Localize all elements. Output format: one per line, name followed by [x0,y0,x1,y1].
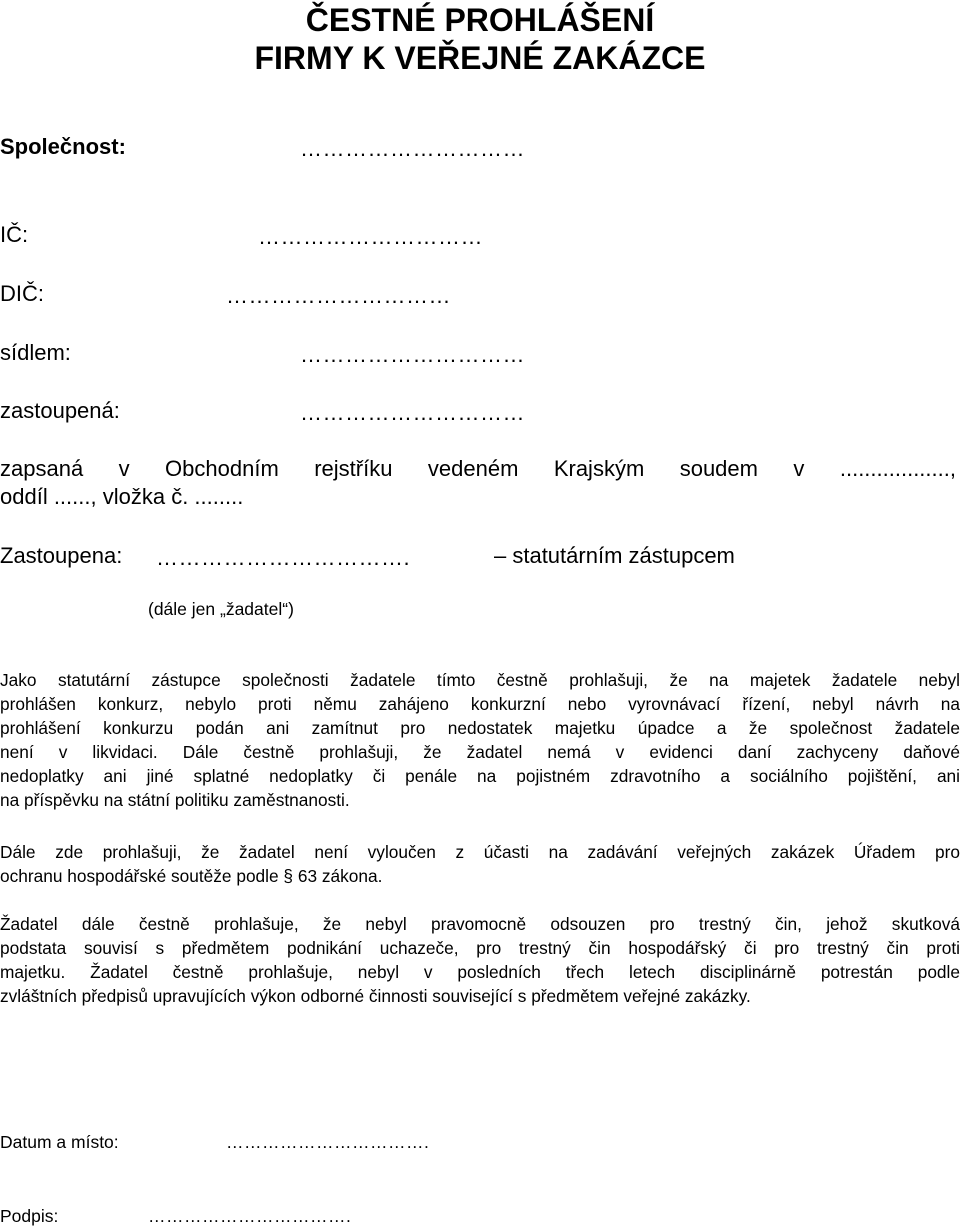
paragraph-line: prohlášen konkurz, nebylo proti němu zahájeno konkurzní nebo vyrovnávací řízení, nebyl návrh na [0,694,960,714]
represented-label: zastoupená: [0,398,120,423]
ic-label: IČ: [0,222,29,247]
applicant-note: (dále jen „žadatel“) [148,599,294,619]
document-title-line-2: FIRMY K VEŘEJNÉ ZAKÁZCE [254,40,706,76]
paragraph-line: na příspěvku na státní politiku zaměstnanosti. [0,790,350,810]
paragraph-line: prohlášení konkurzu podán ani zamítnut pro nedostatek majetku úpadce a že společnost žadatele [0,718,960,738]
registry-block [0,455,956,511]
registry-line: zapsaná v Obchodním rejstříku vedeném Krajským soudem v .................., [0,456,956,481]
date-place-field[interactable]: ……………………………. [226,1132,430,1152]
paragraph-line: Jako statutární zástupce společnosti žadatele tímto čestně prohlašuji, že na majetek žadatele nebyl [0,670,960,690]
declaration-paragraph-1 [0,668,960,812]
dic-field[interactable]: ………………………… [226,283,451,308]
represented-field[interactable]: ………………………… [300,400,525,425]
paragraph-line: ochranu hospodářské soutěže podle § 63 zákona. [0,866,383,886]
seat-label: sídlem: [0,340,71,365]
paragraph-line: podstata souvisí s předmětem podnikání uchazeče, pro trestný čin hospodářský či pro trestný čin proti [0,938,960,958]
date-place-label: Datum a místo: [0,1132,119,1152]
registry-line: oddíl ......, vložka č. ........ [0,484,244,509]
seat-field[interactable]: ………………………… [300,342,525,367]
paragraph-line: zvláštních předpisů upravujících výkon odborné činnosti související s předmětem veřejné zakázky. [0,986,751,1006]
declaration-paragraph-3 [0,912,960,1008]
representative-field[interactable]: ……………………………. [156,545,411,570]
paragraph-line: majetku. Žadatel čestně prohlašuje, nebyl v posledních třech letech disciplinárně potrestán podle [0,962,960,982]
declaration-paragraph-2 [0,840,960,888]
representative-role: – statutárním zástupcem [494,543,735,568]
company-field[interactable]: ………………………… [300,136,525,161]
paragraph-line: Žadatel dále čestně prohlašuje, že nebyl pravomocně odsouzen pro trestný čin, jehož skutková [0,914,960,934]
company-label: Společnost: [0,134,126,159]
dic-label: DIČ: [0,281,44,306]
representative-label: Zastoupena: [0,543,123,568]
document-title-line-1: ČESTNÉ PROHLÁŠENÍ [305,2,655,38]
paragraph-line: není v likvidaci. Dále čestně prohlašuji, že žadatel nemá v evidenci daní zachyceny daňové [0,742,960,762]
signature-label: Podpis: [0,1206,59,1226]
signature-field[interactable]: ……………………………. [148,1206,352,1226]
paragraph-line: Dále zde prohlašuji, že žadatel není vyloučen z účasti na zadávání veřejných zakázek Úřadem pro [0,842,960,862]
ic-field[interactable]: ………………………… [258,224,483,249]
paragraph-line: nedoplatky ani jiné splatné nedoplatky či penále na pojistném zdravotního a sociálního pojištění, ani [0,766,960,786]
